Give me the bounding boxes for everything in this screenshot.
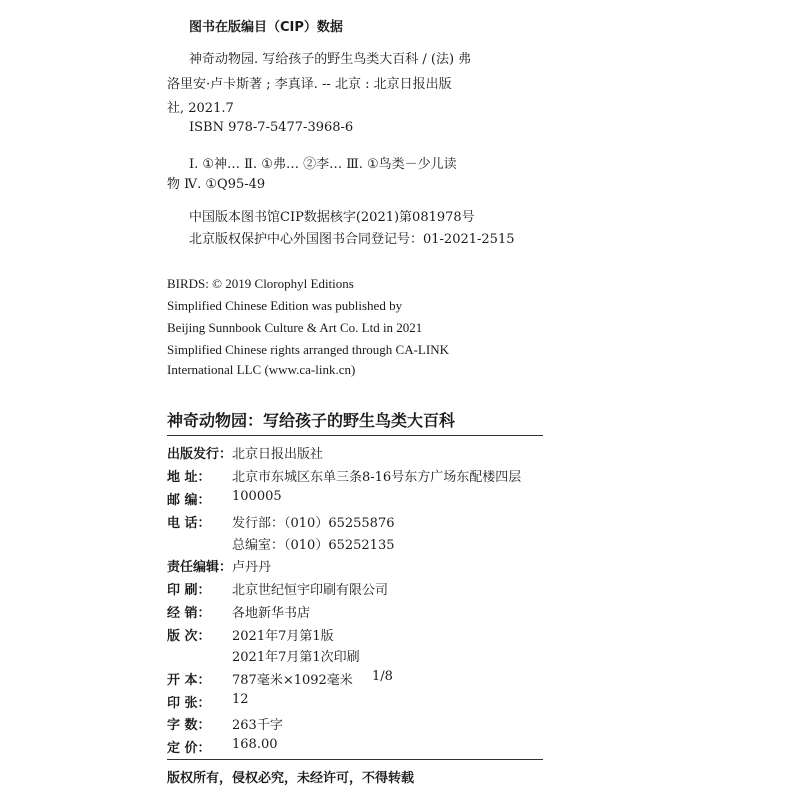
english-line: International LLC (www.ca-link.cn) bbox=[167, 362, 356, 377]
sheets-value: 12 bbox=[232, 692, 249, 707]
price-value: 168.00 bbox=[232, 737, 278, 752]
address-label: 地 址： bbox=[167, 470, 211, 485]
format-fraction: 1/8 bbox=[372, 669, 393, 684]
footer-rule bbox=[167, 759, 543, 760]
english-line: BIRDS: © 2019 Clorophyl Editions bbox=[167, 276, 354, 291]
postcode-label: 邮 编： bbox=[167, 493, 211, 508]
title-rule bbox=[167, 435, 543, 436]
phone-value: 总编室：（010）65252135 bbox=[232, 538, 395, 553]
edition-label: 版 次： bbox=[167, 629, 211, 644]
publisher-label: 出版发行： bbox=[167, 447, 233, 462]
postcode-value: 100005 bbox=[232, 489, 282, 504]
address-value: 北京市东城区东单三条8-16号东方广场东配楼四层 bbox=[232, 470, 522, 485]
printer-value: 北京世纪恒宇印刷有限公司 bbox=[232, 583, 389, 598]
cip-line: 神奇动物园. 写给孩子的野生鸟类大百科 / (法) 弗 bbox=[189, 52, 472, 67]
copyright-registration: 北京版权保护中心外国图书合同登记号：01-2021-2515 bbox=[189, 232, 515, 247]
cip-line: 社, 2021.7 bbox=[167, 101, 234, 116]
distributor-label: 经 销： bbox=[167, 606, 211, 621]
format-label: 开 本： bbox=[167, 673, 211, 688]
sheets-label: 印 张： bbox=[167, 696, 211, 711]
copyright-notice: 版权所有，侵权必究，未经许可，不得转载 bbox=[167, 771, 415, 786]
english-line: Simplified Chinese Edition was published by bbox=[167, 298, 403, 313]
editor-label: 责任编辑： bbox=[167, 560, 233, 575]
format-value: 787毫米×1092毫米 bbox=[232, 673, 353, 688]
phone-label: 电 话： bbox=[167, 516, 211, 531]
editor-value: 卢丹丹 bbox=[232, 560, 272, 575]
printer-label: 印 刷： bbox=[167, 583, 211, 598]
distributor-value: 各地新华书店 bbox=[232, 606, 311, 621]
words-label: 字 数： bbox=[167, 718, 211, 733]
edition-value: 2021年7月第1版 bbox=[232, 629, 334, 644]
english-line: Simplified Chinese rights arranged through CA-LINK bbox=[167, 342, 449, 357]
book-title: 神奇动物园：写给孩子的野生鸟类大百科 bbox=[167, 411, 456, 430]
words-value: 263千字 bbox=[232, 718, 283, 733]
cip-heading: 图书在版编目（CIP）数据 bbox=[189, 20, 343, 35]
isbn: ISBN 978-7-5477-3968-6 bbox=[189, 120, 354, 135]
publisher-value: 北京日报出版社 bbox=[232, 447, 324, 462]
cip-line: 洛里安·卢卡斯著 ; 李真译. -- 北京 : 北京日报出版 bbox=[167, 77, 452, 92]
price-label: 定 价： bbox=[167, 741, 211, 756]
english-line: Beijing Sunnbook Culture & Art Co. Ltd in 2021 bbox=[167, 320, 423, 335]
class-line: Ⅰ. ①神… Ⅱ. ①弗… ②李… Ⅲ. ①鸟类－少儿读 bbox=[189, 157, 457, 172]
cip-number: 中国版本图书馆CIP数据核字(2021)第081978号 bbox=[189, 210, 475, 225]
phone-value: 发行部：（010）65255876 bbox=[232, 516, 395, 531]
printing-value: 2021年7月第1次印刷 bbox=[232, 650, 360, 665]
class-line: 物 Ⅳ. ①Q95-49 bbox=[167, 177, 266, 192]
